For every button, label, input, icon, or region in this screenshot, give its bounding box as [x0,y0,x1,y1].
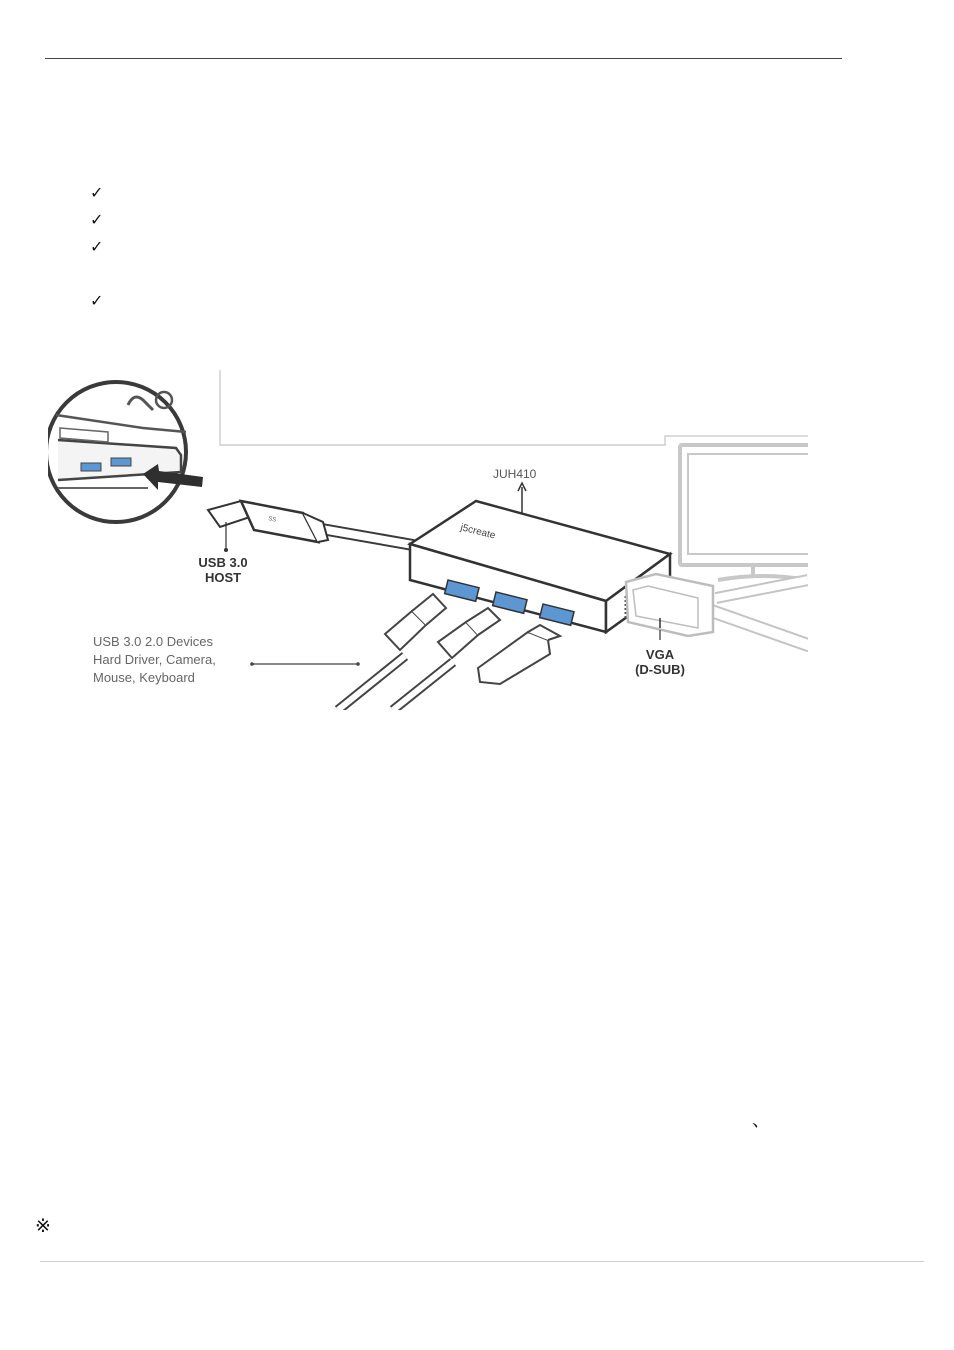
note-mark: ※ [35,1215,51,1237]
monitor-icon [680,445,808,580]
header-rule [45,58,842,59]
check-icon: ✓ [90,237,104,256]
check-icon: ✓ [90,210,104,229]
connection-diagram [48,370,808,710]
model-label: JUH410 [493,467,537,481]
laptop-port-icon [48,382,186,522]
footer-rule [40,1261,924,1262]
svg-text:SS: SS [267,516,277,524]
vga-label: VGA [645,647,675,662]
devices-label: Mouse, Keyboard [93,670,195,685]
usb-host-plug-icon [208,501,413,552]
vga-connector-icon [626,574,808,645]
devices-label: USB 3.0 2.0 Devices [93,634,213,649]
connection-diagram-svg [48,370,808,710]
check-icon: ✓ [90,183,104,202]
usb-host-label: USB 3.0 [198,555,248,570]
vga-label: (D-SUB) [635,662,685,677]
devices-label: Hard Driver, Camera, [93,652,216,667]
stray-mark: 、 [752,1110,770,1131]
usb-host-label: HOST [204,570,242,585]
brand-logo: j5create [459,522,497,542]
check-icon: ✓ [90,291,104,310]
